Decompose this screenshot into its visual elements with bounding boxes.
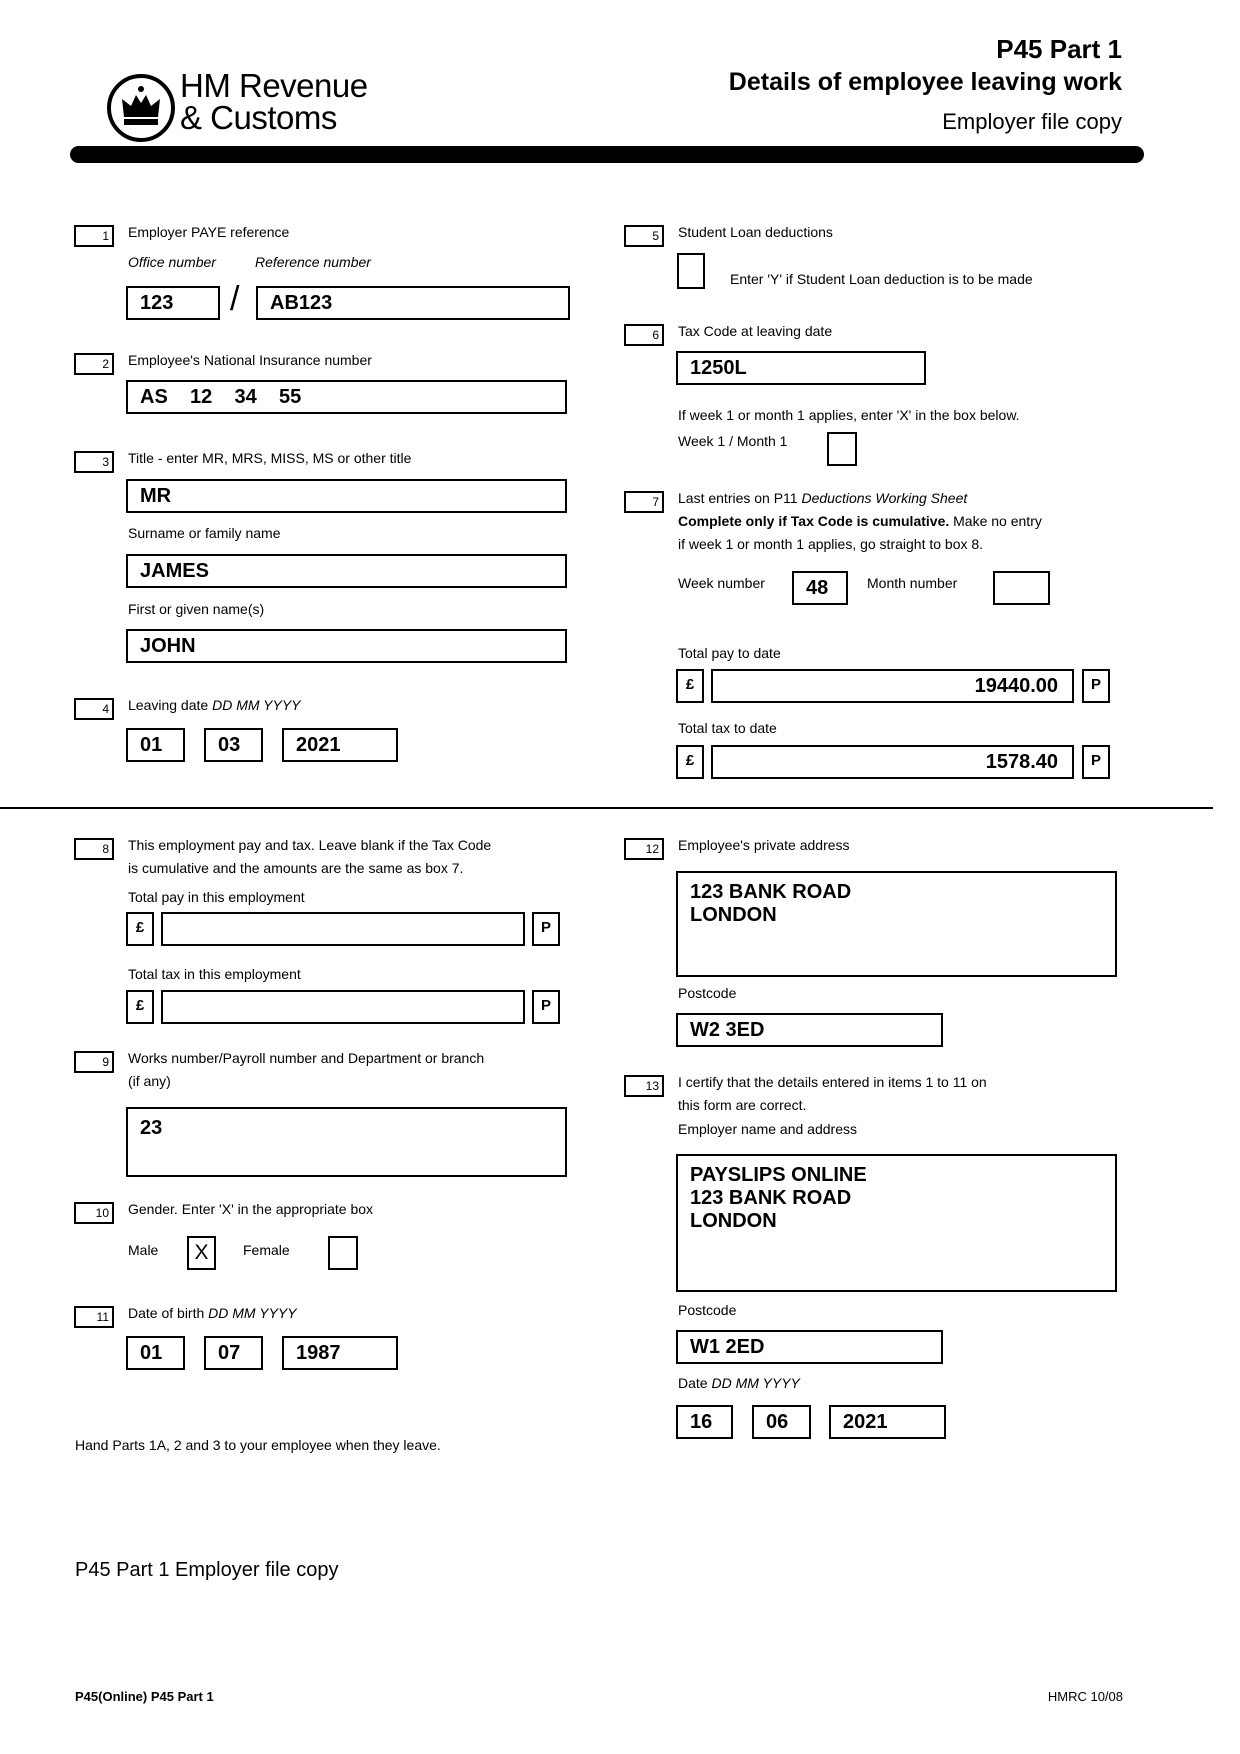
box11-label [128,1305,297,1321]
box9-label-2: (if any) [128,1073,171,1089]
cert-day-field[interactable]: 16 [676,1405,733,1439]
box6-label: Tax Code at leaving date [678,323,833,339]
cert-year-field[interactable]: 2021 [829,1405,946,1439]
box2-label: Employee's National Insurance number [128,352,372,368]
date-label: Date [678,1375,708,1391]
hand-parts-note: Hand Parts 1A, 2 and 3 to your employee when they leave. [75,1437,441,1453]
box3-label: Title - enter MR, MRS, MISS, MS or other title [128,450,412,466]
first-name-field[interactable]: JOHN [126,629,567,663]
box13-label-2: this form are correct. [678,1097,807,1113]
week1-note: If week 1 or month 1 applies, enter 'X' in the box below. [678,407,1020,423]
student-loan-checkbox[interactable] [677,253,705,289]
month-number-label: Month number [867,575,958,591]
header-rule [70,146,1144,163]
pound-sign: £ [126,912,154,946]
dob-format: DD MM YYYY [208,1305,297,1321]
box-number-9: 9 [74,1051,114,1073]
week-number-label: Week number [678,575,765,591]
ni-number-field[interactable]: AS 12 34 55 [126,380,567,414]
pound-sign: £ [676,745,704,779]
leaving-date-format: DD MM YYYY [212,697,301,713]
copy-label: Employer file copy [942,109,1122,134]
pence-label: P [532,912,560,946]
pound-sign: £ [676,669,704,703]
part-label: P45 Part 1 Employer file copy [75,1559,339,1581]
surname-label: Surname or family name [128,525,281,541]
cert-month-field[interactable]: 06 [752,1405,811,1439]
section-divider [0,807,1213,809]
box-number-4: 4 [74,698,114,720]
cumulative-note-bold: Complete only if Tax Code is cumulative. [678,513,950,529]
leaving-day-field[interactable]: 01 [126,728,185,762]
date-format: DD MM YYYY [711,1375,800,1391]
total-pay-employment-label: Total pay in this employment [128,889,305,905]
box-number-6: 6 [624,324,664,346]
total-tax-to-date-field[interactable]: 1578.40 [711,745,1074,779]
week1-label: Week 1 / Month 1 [678,433,788,449]
tax-code-field[interactable]: 1250L [676,351,926,385]
pound-sign: £ [126,990,154,1024]
box-number-5: 5 [624,225,664,247]
employer-name-label: Employer name and address [678,1121,857,1137]
page-subtitle: Details of employee leaving work [728,68,1122,96]
dob-year-field[interactable]: 1987 [282,1336,398,1370]
page-title: P45 Part 1 [996,34,1122,64]
pence-label: P [1082,745,1110,779]
total-pay-to-date-label: Total pay to date [678,645,781,661]
dob-month-field[interactable]: 07 [204,1336,263,1370]
student-loan-hint: Enter 'Y' if Student Loan deduction is to be made [730,271,1033,287]
leaving-date-label: Leaving date [128,697,209,713]
week-number-field[interactable]: 48 [792,571,848,605]
leaving-year-field[interactable]: 2021 [282,728,398,762]
month-number-field[interactable] [993,571,1050,605]
crown-crest-icon [106,73,176,143]
box12-label: Employee's private address [678,837,850,853]
box8-label-2: is cumulative and the amounts are the same as box 7. [128,860,464,876]
box-number-1: 1 [74,225,114,247]
male-checkbox[interactable]: X [187,1236,216,1270]
dob-label: Date of birth [128,1305,205,1321]
box-number-8: 8 [74,838,114,860]
employee-postcode-label: Postcode [678,985,737,1001]
reference-number-field[interactable]: AB123 [256,286,570,320]
pence-label: P [1082,669,1110,703]
cert-date-label [678,1375,800,1391]
form-code: P45(Online) P45 Part 1 [75,1689,214,1704]
reference-number-label: Reference number [255,254,371,270]
box-number-3: 3 [74,451,114,473]
total-tax-employment-label: Total tax in this employment [128,966,301,982]
box-number-7: 7 [624,491,664,513]
total-tax-employment-field[interactable] [161,990,525,1024]
logo-line-2: & Customs [180,99,337,136]
box7-label [678,490,967,506]
employer-address-field[interactable]: PAYSLIPS ONLINE 123 BANK ROAD LONDON [676,1154,1117,1292]
box10-label: Gender. Enter 'X' in the appropriate box [128,1201,374,1217]
total-tax-to-date-label: Total tax to date [678,720,777,736]
box7-note [678,513,1042,529]
leaving-month-field[interactable]: 03 [204,728,263,762]
employer-postcode-field[interactable]: W1 2ED [676,1330,943,1364]
cumulative-note: Make no entry [953,513,1042,529]
box-number-12: 12 [624,838,664,860]
box5-label: Student Loan deductions [678,224,833,240]
box4-label [128,697,301,713]
female-label: Female [243,1242,290,1258]
box-number-11: 11 [74,1306,114,1328]
office-number-field[interactable]: 123 [126,286,220,320]
total-pay-to-date-field[interactable]: 19440.00 [711,669,1074,703]
first-name-label: First or given name(s) [128,601,265,617]
slash: / [230,280,240,318]
office-number-label: Office number [128,254,216,270]
p11-label: Last entries on P11 [678,490,798,506]
employer-postcode-label: Postcode [678,1302,737,1318]
employee-address-field[interactable]: 123 BANK ROAD LONDON [676,871,1117,977]
p11-label-italic: Deductions Working Sheet [801,490,968,506]
pence-label: P [532,990,560,1024]
box7-note-2: if week 1 or month 1 applies, go straight to box 8. [678,536,984,552]
box-number-13: 13 [624,1075,664,1097]
title-field[interactable]: MR [126,479,567,513]
week1-checkbox[interactable] [827,432,857,466]
surname-field[interactable]: JAMES [126,554,567,588]
box13-label: I certify that the details entered in items 1 to 11 on [678,1074,987,1090]
dob-day-field[interactable]: 01 [126,1336,185,1370]
works-number-field[interactable]: 23 [126,1107,567,1177]
form-version: HMRC 10/08 [1047,1689,1123,1704]
box9-label: Works number/Payroll number and Department or branch [128,1050,485,1066]
male-label: Male [128,1242,159,1258]
box-number-2: 2 [74,353,114,375]
box8-label: This employment pay and tax. Leave blank if the Tax Code [128,837,492,853]
employee-postcode-field[interactable]: W2 3ED [676,1013,943,1047]
box1-label: Employer PAYE reference [128,224,290,240]
female-checkbox[interactable] [328,1236,358,1270]
logo-line-1: HM Revenue [180,67,368,104]
box-number-10: 10 [74,1202,114,1224]
total-pay-employment-field[interactable] [161,912,525,946]
